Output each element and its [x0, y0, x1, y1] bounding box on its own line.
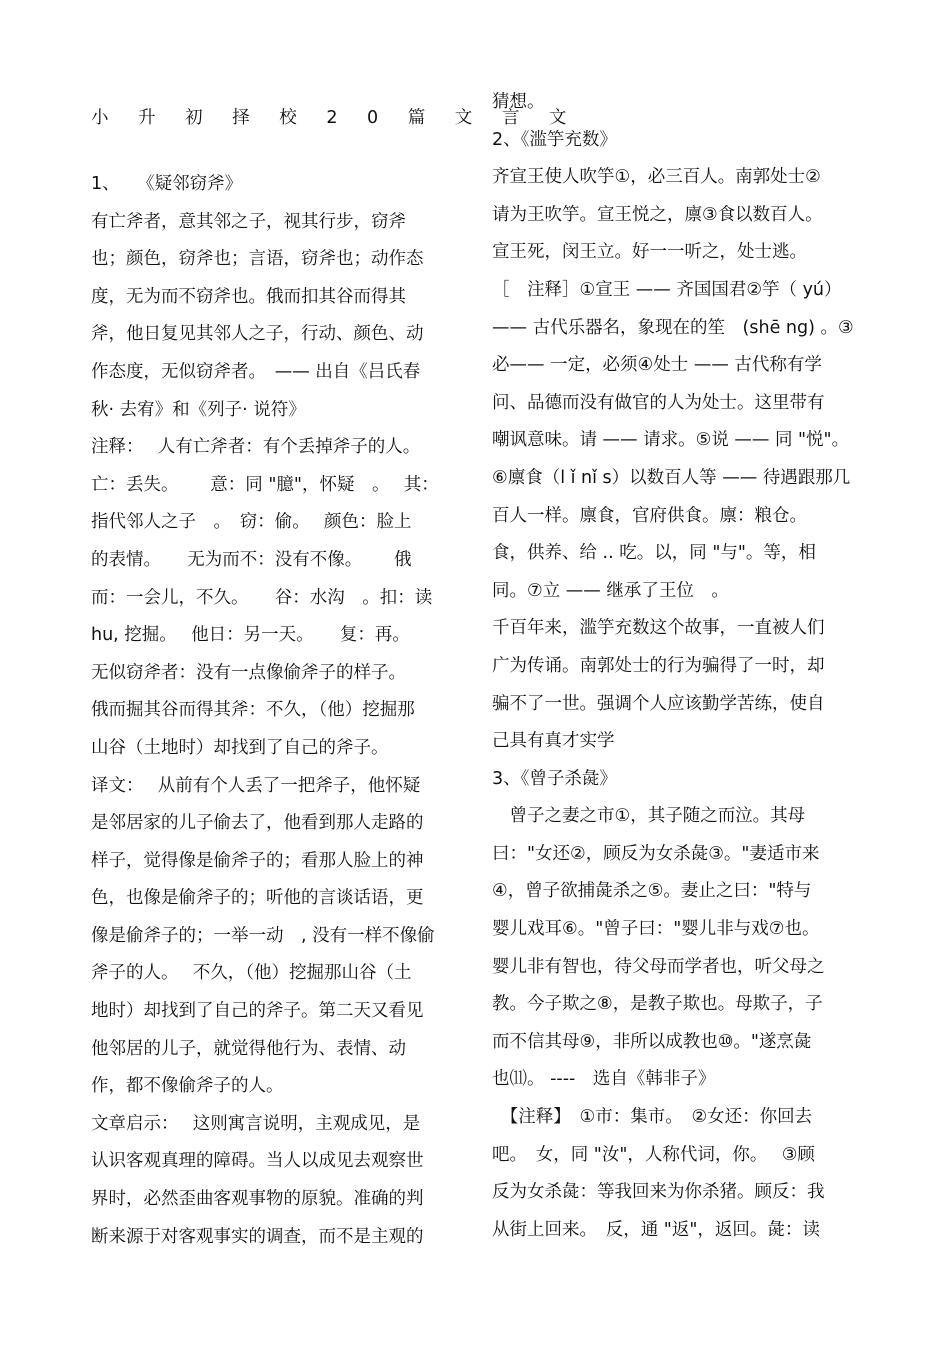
text-line: 1、 《疑邻窃斧》 — [91, 174, 243, 194]
text-line: 是邻居家的儿子偷去了，他看到那人走路的 — [91, 813, 424, 834]
text-line: 同。⑦立 —— 继承了王位 。 — [492, 580, 729, 601]
text-line: 注释： 人有亡斧者：有个丢掉斧子的人。 — [91, 437, 421, 458]
text-line: 问、品德而没有做官的人为处士。这里带有 — [492, 392, 825, 413]
text-line: 千百年来，滥竽充数这个故事，一直被人们 — [492, 618, 825, 639]
text-line: 请为王吹竽。宣王悦之，廪③食以数百人。 — [492, 204, 823, 225]
text-line: ［ 注释］①宣王 —— 齐国国君②竽（ yú） — [492, 279, 842, 300]
text-line: 作态度，无似窃斧者。 —— 出自《吕氏春 — [91, 361, 421, 382]
text-line: 色，也像是偷斧子的；听他的言谈话语，更 — [91, 888, 424, 909]
text-line: 【注释】 ①市：集市。 ②女还：你回去 — [492, 1107, 813, 1128]
text-line: 而不信其母⑨，非所以成教也⑩。"遂烹彘 — [492, 1031, 812, 1052]
text-line: 骗不了一世。强调个人应该勤学苦练，使自 — [492, 693, 825, 714]
text-line: 样子，觉得像是偷斧子的；看那人脸上的神 — [91, 850, 424, 871]
text-line: 像是偷斧子的；一举一动 , 没有一样不像偷 — [91, 925, 435, 946]
text-line: 曾子之妻之市①，其子随之而泣。其母 — [492, 806, 806, 827]
text-line: 必—— 一定，必须④处士 —— 古代称有学 — [492, 355, 822, 376]
text-line: 界时，必然歪曲客观事物的原貌。准确的判 — [91, 1189, 424, 1210]
text-line: 而：一会儿，不久。 谷：水沟 。扣：读 — [91, 587, 433, 608]
text-line: 从街上回来。 反，通 "返"，返回。彘：读 — [492, 1219, 820, 1240]
text-line: 吧。 女，同 "汝"，人称代词，你。 ③顾 — [492, 1144, 815, 1165]
text-line: 也⑾。 ---- 选自《韩非子》 — [492, 1069, 716, 1090]
text-line: 指代邻人之子 。 窃：偷。 颜色：脸上 — [91, 512, 412, 533]
text-line: hu, 挖掘。 他日：另一天。 复：再。 — [91, 625, 410, 646]
text-line: 嘲讽意味。请 —— 请求。⑤说 —— 同 "悦"。 — [492, 430, 850, 451]
text-line: 他邻居的儿子，就觉得他行为、表情、动 — [91, 1038, 406, 1059]
text-line: 也；颜色，窃斧也；言语，窃斧也；动作态 — [91, 249, 424, 270]
text-line: 婴儿非有智也，待父母而学者也，听父母之 — [492, 956, 825, 977]
text-line: 己具有真才实学 — [492, 731, 615, 752]
text-line: 百人一样。廪食，官府供食。廪：粮仓。 — [492, 505, 807, 526]
text-line: 斧，他日复见其邻人之子，行动、颜色、动 — [91, 324, 424, 345]
text-line: 婴儿戏耳⑥。"曾子曰："婴儿非与戏⑦也。 — [492, 919, 820, 940]
text-line: 文章启示： 这则寓言说明，主观成见，是 — [91, 1113, 421, 1134]
text-line: 斧子的人。 不久，（他）挖掘那山谷（土 — [91, 963, 412, 984]
text-line: 齐宣王使人吹竽①，必三百人。南郭处士② — [492, 167, 821, 188]
text-line: 断来源于对客观事实的调查，而不是主观的 — [91, 1226, 424, 1247]
text-line: 山谷（土地时）却找到了自己的斧子。 — [91, 737, 389, 758]
text-line: 宣王死，闵王立。好一一听之，处士逃。 — [492, 242, 807, 263]
text-line: 秋· 去宥》和《列子· 说符》 — [91, 399, 306, 420]
text-line: 反为女杀彘：等我回来为你杀猪。顾反：我 — [492, 1182, 825, 1203]
text-line: 无似窃斧者：没有一点像偷斧子的样子。 — [91, 662, 406, 683]
left-column — [91, 166, 461, 1256]
text-line: 俄而掘其谷而得其斧：不久，（他）挖掘那 — [91, 700, 415, 721]
text-line: 猜想。 — [492, 92, 545, 112]
document-title: 小 升 初 择 校 2 0 篇 文 言 文 — [91, 108, 579, 128]
text-line: 食，供养、给 .. 吃。以，同 "与"。等，相 — [492, 543, 816, 564]
text-line: 作，都不像偷斧子的人。 — [91, 1076, 284, 1097]
text-line: 教。今子欺之⑧，是教子欺也。母欺子，子 — [492, 994, 823, 1015]
text-line: 亡：丢失。 意：同 "臆"，怀疑 。 其： — [91, 474, 439, 495]
text-line: 认识客观真理的障碍。当人以成见去观察世 — [91, 1151, 424, 1172]
text-line: ⑥廪食（l ǐ nǐ s）以数百人等 —— 待遇跟那几 — [492, 467, 851, 488]
text-line: 的表情。 无为而不：没有不像。 俄 — [91, 549, 412, 570]
text-line: 有亡斧者，意其邻之子，视其行步，窃斧 — [91, 211, 406, 232]
text-line: 曰："女还②，顾反为女杀彘③。"妻适市来 — [492, 843, 820, 864]
text-line: ④，曾子欲捕彘杀之⑤。妻止之曰："特与 — [492, 881, 812, 902]
text-line: 广为传诵。南郭处士的行为骗得了一时，却 — [492, 655, 825, 676]
right-column — [492, 84, 862, 1249]
text-line: 地时）却找到了自己的斧子。第二天又看见 — [91, 1001, 424, 1022]
text-line: —— 古代乐器名，象现在的笙 (shē ng) 。③ — [492, 317, 854, 338]
text-line: 度，无为而不窃斧也。俄而扣其谷而得其 — [91, 286, 406, 307]
text-line: 译文： 从前有个人丢了一把斧子，他怀疑 — [91, 775, 421, 796]
text-line: 2、《滥竽充数》 — [492, 129, 617, 150]
text-line: 3、《曾子杀彘》 — [492, 768, 617, 789]
